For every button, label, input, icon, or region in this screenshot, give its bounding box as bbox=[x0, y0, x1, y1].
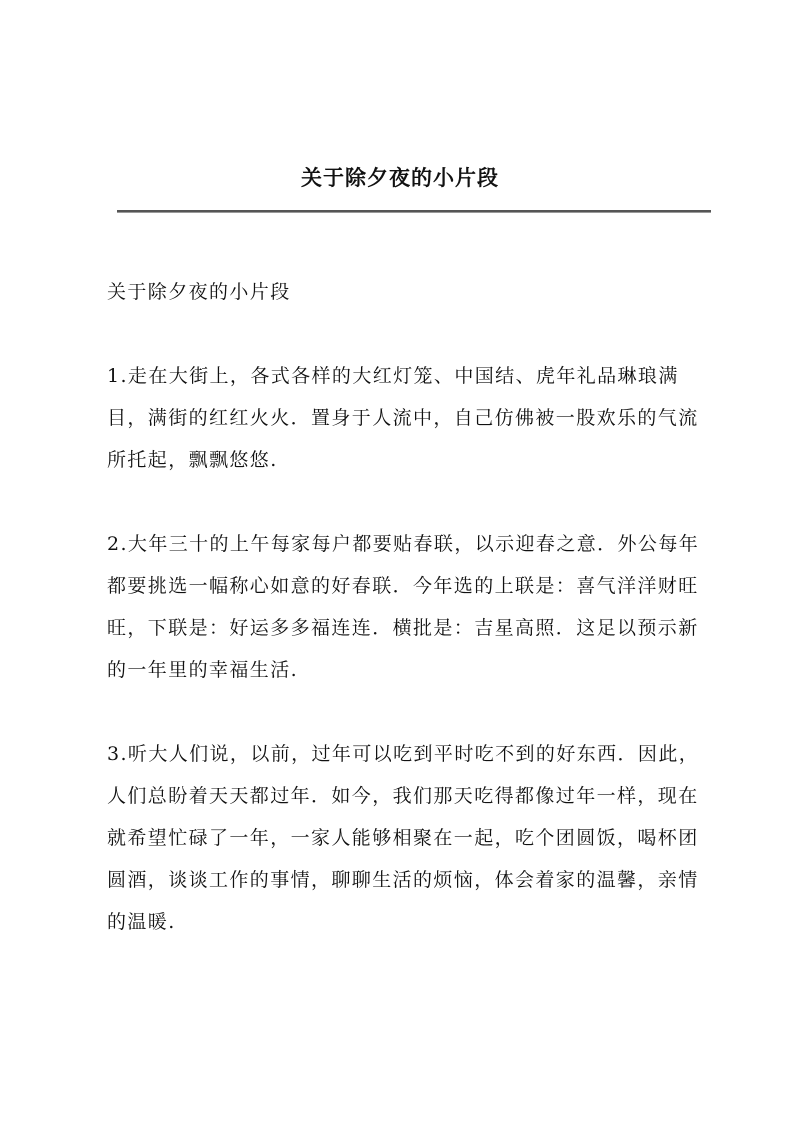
page-title: 关于除夕夜的小片段 bbox=[301, 165, 499, 190]
document-body bbox=[107, 271, 713, 985]
document-subtitle: 关于除夕夜的小片段 bbox=[107, 281, 291, 303]
paragraph-3: 3.听大人们说，以前，过年可以吃到平时吃不到的好东西．因此，人们总盼着天天都过年．如今，我们那天吃得都像过年一样，现在就希望忙碌了一年，一家人能够相聚在一起，吃个团圆饭，喝杯团圆酒，谈谈工作的事情，聊聊生活的烦恼，体会着家的温馨，亲情的温暖. bbox=[107, 743, 700, 933]
paragraph-1: 1.走在大街上，各式各样的大红灯笼、中国结、虎年礼品琳琅满目，满街的红红火火．置身于人流中，自己仿佛被一股欢乐的气流所托起，飘飘悠悠. bbox=[107, 365, 699, 471]
title-divider bbox=[117, 210, 711, 213]
paragraph-2: 2.大年三十的上午每家每户都要贴春联，以示迎春之意．外公每年都要挑选一幅称心如意的好春联．今年选的上联是：喜气洋洋财旺旺，下联是：好运多多福连连．横批是：吉星高照．这足以预示新的一年里的幸福生活. bbox=[107, 533, 700, 681]
